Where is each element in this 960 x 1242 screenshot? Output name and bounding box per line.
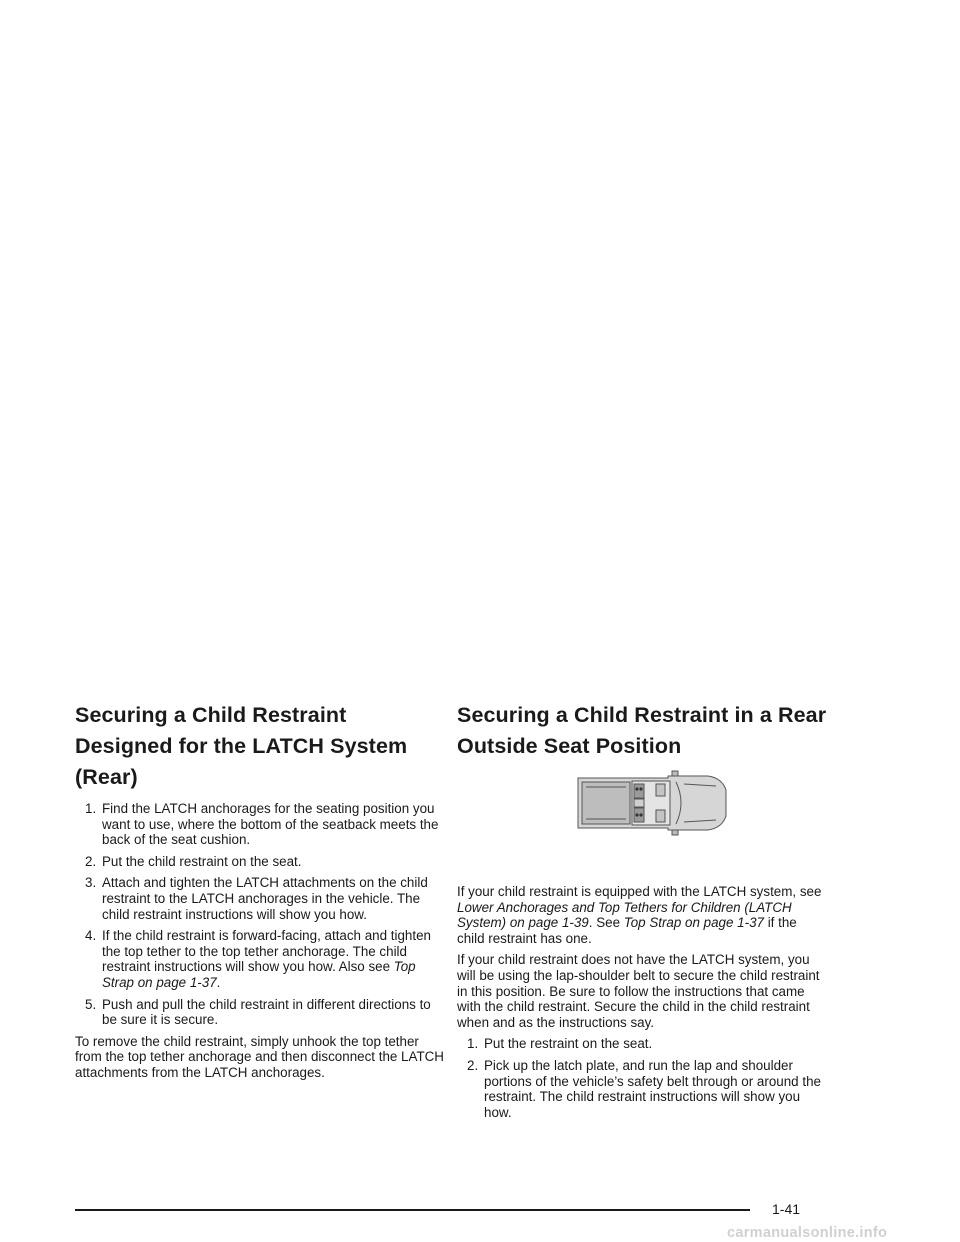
cross-reference-link[interactable]: Lower Anchorages and Top Tethers for Children (LATCH System) on page 1-39	[457, 899, 792, 931]
paragraph-text: If your child restraint is equipped with the LATCH system, see	[457, 884, 822, 899]
paragraph-text: if the child restraint has one.	[457, 915, 797, 946]
list-item	[75, 854, 445, 870]
step-text: Find the LATCH anchorages for the seating position you want to use, where the bottom of the seatback meets the back of the seat cushion.	[102, 801, 439, 848]
step-text-end: .	[216, 974, 221, 990]
step-number: 4.	[85, 928, 97, 944]
closing-paragraph: To remove the child restraint, simply unhook the top tether from the top tether anchorage and then disconnect the LATCH attachments from the LATCH anchorages.	[75, 1033, 444, 1080]
step-number: 1.	[467, 1036, 479, 1052]
step-text: Put the child restraint on the seat.	[102, 853, 302, 869]
step-text: Put the restraint on the seat.	[484, 1036, 653, 1052]
cross-reference-link[interactable]: Top Strap on page 1-37	[623, 915, 764, 931]
step-text: If the child restraint is forward-facing, attach and tighten the top tether to the top tether anchorage. The child restraint instructions will show you how. Also see	[102, 928, 431, 975]
step-number: 1.	[85, 801, 97, 816]
cross-reference-link[interactable]: Top Strap on page 1-37	[102, 959, 416, 990]
page-number: 1-41	[772, 1201, 801, 1217]
step-text: Pick up the latch plate, and run the lap and shoulder portions of the vehicle’s safety belt through or around the restraint. The child restraint instructions will show you how.	[484, 1057, 821, 1120]
latch-paragraph	[457, 884, 827, 946]
left-steps-list	[75, 801, 445, 1028]
lap-shoulder-paragraph: If your child restraint does not have the LATCH system, you will be using the lap-shoulder belt to secure the child restraint in this position. Be sure to follow the instructions that came with the child restraint. Secure the child in the child restraint when and as the instructions say.	[457, 952, 820, 1030]
step-text: Attach and tighten the LATCH attachments on the child restraint to the LATCH anchorages in the vehicle. The child restraint instructions will show you how.	[102, 875, 428, 922]
step-number: 3.	[85, 875, 97, 891]
watermark: carmanualsonline.info	[727, 1225, 888, 1241]
list-item	[75, 875, 445, 922]
right-section-heading: Securing a Child Restraint in a Rear Outside Seat Position	[457, 703, 827, 758]
step-number: 2.	[467, 1057, 479, 1073]
step-number: 5.	[85, 996, 97, 1012]
right-column	[457, 700, 827, 1126]
list-item	[75, 997, 445, 1028]
right-steps-list	[457, 1036, 827, 1120]
left-body	[75, 801, 445, 1081]
step-text: Push and pull the child restraint in different directions to be sure it is secure.	[102, 996, 431, 1028]
list-item	[75, 928, 445, 990]
footer-rule	[75, 1209, 750, 1211]
vehicle-seating-diagram	[576, 770, 728, 836]
list-item	[75, 801, 445, 848]
left-section-heading: Securing a Child Restraint Designed for the LATCH System (Rear)	[75, 703, 408, 789]
list-item	[457, 1036, 827, 1052]
right-body	[457, 884, 827, 1120]
list-item	[457, 1058, 827, 1120]
step-number: 2.	[85, 853, 97, 869]
paragraph-text: . See	[588, 915, 624, 931]
left-column	[75, 700, 445, 1087]
